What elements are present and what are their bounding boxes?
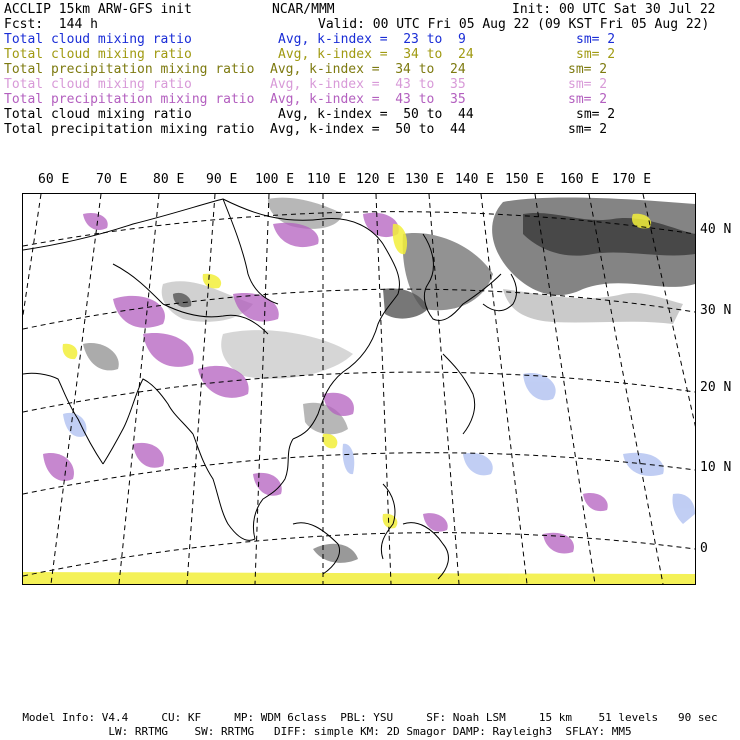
title-center: NCAR/MMM (272, 2, 335, 17)
legend-k-index: Avg, k-index = 43 to 35 (270, 92, 466, 107)
legend-series-name: Total precipitation mixing ratio (4, 62, 255, 77)
longitude-label: 150 E (505, 172, 545, 187)
latitude-label: 40 N (700, 222, 732, 237)
longitude-label: 130 E (405, 172, 445, 187)
longitude-label: 140 E (455, 172, 495, 187)
legend-smoothing: sm= 2 (568, 77, 608, 92)
longitude-label: 70 E (96, 172, 128, 187)
map-canvas (23, 194, 695, 584)
legend-k-index: Avg, k-index = 50 to 44 (270, 122, 466, 137)
latitude-label: 30 N (700, 303, 732, 318)
legend-smoothing: sm= 2 (568, 62, 608, 77)
map-panel (22, 193, 696, 585)
valid-time: Valid: 00 UTC Fri 05 Aug 22 (09 KST Fri 05 Aug 22) (318, 17, 710, 32)
longitude-label: 160 E (560, 172, 600, 187)
title-left: ACCLIP 15km ARW-GFS init (4, 2, 192, 17)
legend-smoothing: sm= 2 (576, 47, 616, 62)
latitude-label: 0 (700, 541, 708, 556)
legend-k-index: Avg, k-index = 34 to 24 (278, 47, 474, 62)
latitude-label: 10 N (700, 460, 732, 475)
longitude-label: 100 E (255, 172, 295, 187)
legend-smoothing: sm= 2 (576, 32, 616, 47)
longitude-label: 80 E (153, 172, 185, 187)
legend-series-name: Total precipitation mixing ratio (4, 92, 255, 107)
legend-series-name: Total cloud mixing ratio (4, 107, 192, 122)
legend-smoothing: sm= 2 (568, 92, 608, 107)
legend-series-name: Total cloud mixing ratio (4, 77, 192, 92)
legend-series-name: Total precipitation mixing ratio (4, 122, 255, 137)
latitude-label: 20 N (700, 380, 732, 395)
forecast-hour: Fcst: 144 h (4, 17, 98, 32)
legend-series-name: Total cloud mixing ratio (4, 32, 192, 47)
legend-k-index: Avg, k-index = 23 to 9 (278, 32, 466, 47)
legend-k-index: Avg, k-index = 43 to 35 (270, 77, 466, 92)
init-time: Init: 00 UTC Sat 30 Jul 22 (512, 2, 716, 17)
legend-k-index: Avg, k-index = 34 to 24 (270, 62, 466, 77)
longitude-label: 90 E (206, 172, 238, 187)
legend-smoothing: sm= 2 (576, 107, 616, 122)
legend-k-index: Avg, k-index = 50 to 44 (278, 107, 474, 122)
longitude-label: 170 E (612, 172, 652, 187)
longitude-label: 120 E (356, 172, 396, 187)
longitude-label: 60 E (38, 172, 70, 187)
model-info-line2: LW: RRTMG SW: RRTMG DIFF: simple KM: 2D Smagor DAMP: Rayleigh3 SFLAY: MM5 (108, 725, 632, 738)
longitude-label: 110 E (307, 172, 347, 187)
model-info-line1: Model Info: V4.4 CU: KF MP: WDM 6class PBL: YSU SF: Noah LSM 15 km 51 levels 90 sec (22, 711, 718, 724)
legend-series-name: Total cloud mixing ratio (4, 47, 192, 62)
legend-smoothing: sm= 2 (568, 122, 608, 137)
